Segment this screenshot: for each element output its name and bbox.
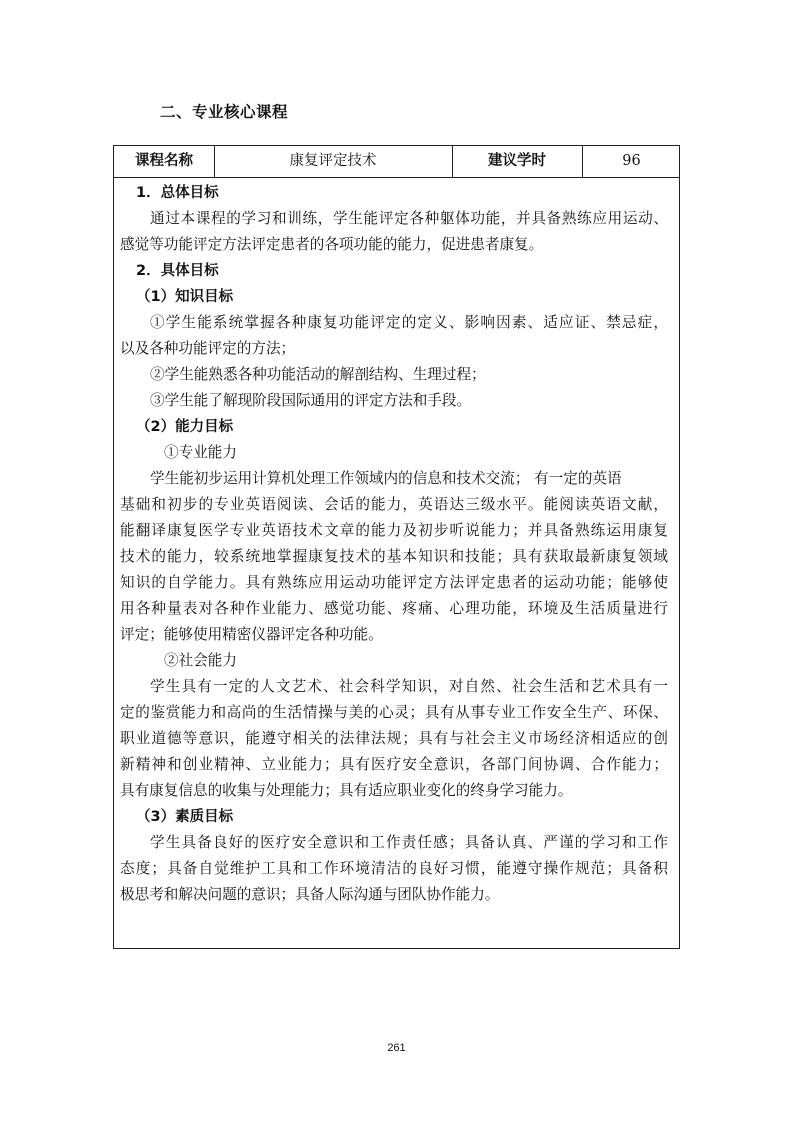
paragraph-line: 态度；具备自觉维护工具和工作环境清洁的良好习惯，能遵守操作规范；具备积 [120, 860, 668, 877]
paragraph-line: 职业道德等意识，能遵守相关的法律法规；具有与社会主义市场经济相适应的创 [120, 730, 668, 747]
paragraph-line: 学生能初步运用计算机处理工作领域内的信息和技术交流； 有一定的英语 [150, 470, 622, 487]
subheading-professional: ①专业能力 [164, 444, 237, 461]
paragraph-line: ②学生能熟悉各种功能活动的解剖结构、生理过程； [150, 366, 486, 383]
paragraph-line: 新精神和创业精神、立业能力；具有医疗安全意识，各部门间协调、合作能力； [120, 756, 668, 773]
hours-label: 建议学时 [488, 153, 546, 169]
paragraph-line: 极思考和解决问题的意识；具备人际沟通与团队协作能力。 [120, 886, 500, 903]
paragraph-line: 用各种量表对各种作业能力、感觉功能、疼痛、心理功能，环境及生活质量进行 [120, 600, 668, 617]
paragraph-line: 学生具有一定的人文艺术、社会科学知识，对自然、社会生活和艺术具有一 [150, 678, 668, 695]
paragraph-line: 能翻译康复医学专业英语技术文章的能力及初步听说能力；并具备熟练运用康复 [120, 522, 668, 539]
course-name-value: 康复评定技术 [289, 153, 377, 169]
heading-knowledge-goal: （1）知识目标 [136, 289, 234, 305]
paragraph-line: 基础和初步的专业英语阅读、会话的能力，英语达三级水平。能阅读英语文献， [120, 496, 668, 513]
course-table [113, 145, 680, 949]
paragraph-line: 定的鉴赏能力和高尚的生活情操与美的心灵；具有从事专业工作安全生产、环保、 [120, 704, 668, 721]
paragraph-line: 学生具备良好的医疗安全意识和工作责任感；具备认真、严谨的学习和工作 [150, 834, 668, 851]
paragraph-line: 以及各种功能评定的方法； [120, 340, 296, 357]
section-title: 二、专业核心课程 [160, 103, 289, 121]
paragraph-line: 通过本课程的学习和训练，学生能评定各种躯体功能，并具备熟练应用运动、 [150, 210, 668, 227]
heading-specific-goal: 2．具体目标 [136, 263, 219, 279]
table-header-row [114, 146, 679, 178]
paragraph-line: ③学生能了解现阶段国际通用的评定方法和手段。 [150, 392, 472, 409]
heading-quality-goal: （3）素质目标 [136, 809, 234, 825]
paragraph-line: 感觉等功能评定方法评定患者的各项功能的能力，促进患者康复。 [120, 236, 544, 253]
paragraph-line: 技术的能力，较系统地掌握康复技术的基本知识和技能；具有获取最新康复领域 [120, 548, 668, 565]
heading-ability-goal: （2）能力目标 [136, 419, 234, 435]
paragraph-line: 具有康复信息的收集与处理能力；具有适应职业变化的终身学习能力。 [120, 782, 573, 799]
paragraph-line: ①学生能系统掌握各种康复功能评定的定义、影响因素、适应证、禁忌症， [150, 314, 668, 331]
paragraph-line: 评定；能够使用精密仪器评定各种功能。 [120, 626, 383, 643]
hours-value: 96 [622, 153, 641, 169]
course-name-label: 课程名称 [135, 153, 193, 169]
paragraph-line: 知识的自学能力。具有熟练应用运动功能评定方法评定患者的运动功能；能够使 [120, 574, 668, 591]
heading-overall-goal: 1．总体目标 [136, 185, 219, 201]
page-number: 261 [387, 1042, 406, 1054]
subheading-social: ②社会能力 [164, 652, 237, 669]
